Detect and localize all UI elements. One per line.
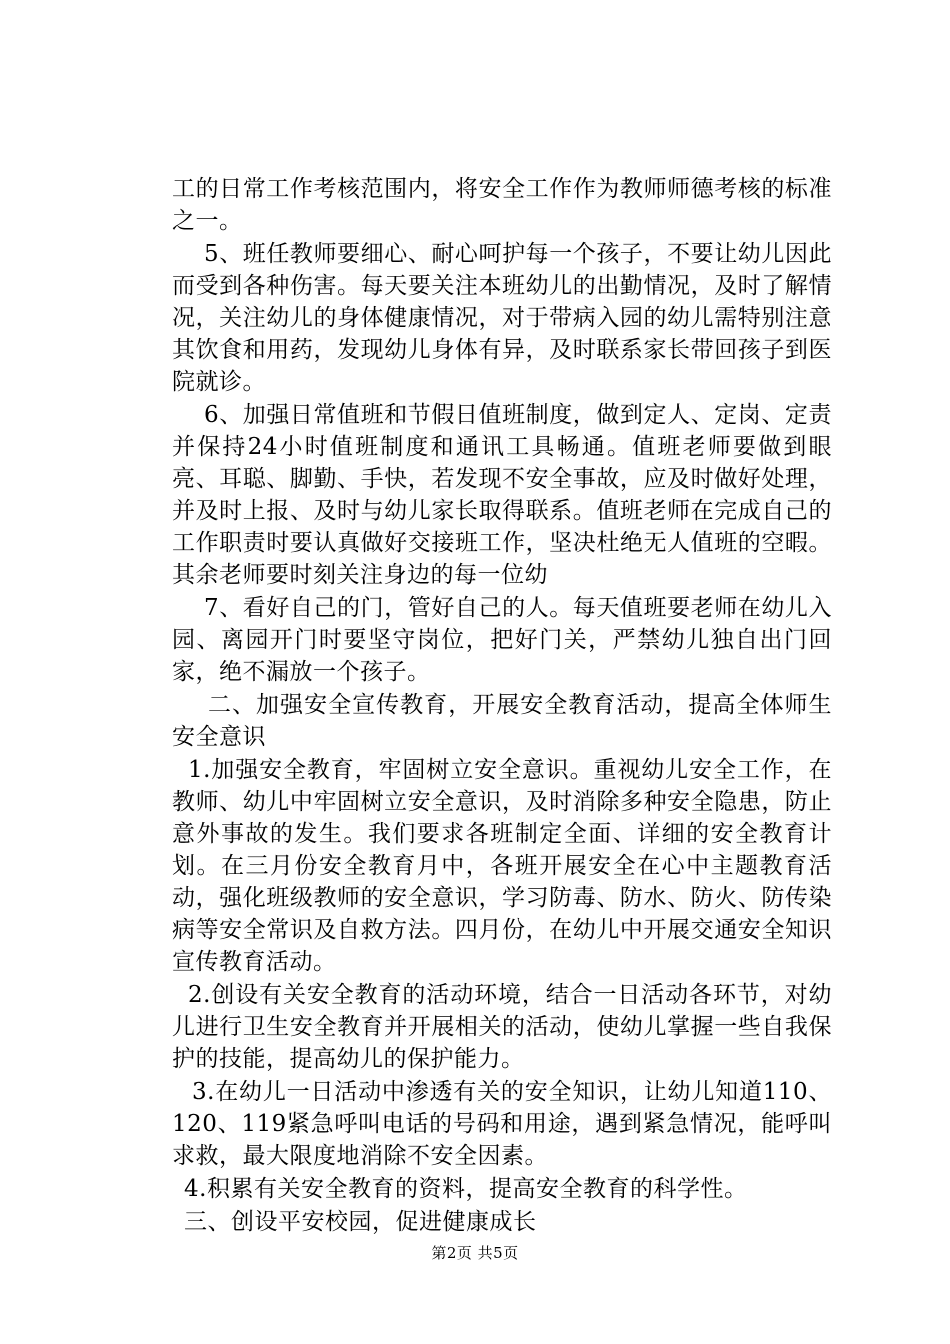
section-heading-3: 三、创设平安校园，促进健康成长 (184, 1209, 537, 1235)
paragraph-subitem-2: 2.创设有关安全教育的活动环境，结合一日活动各环节，对幼儿进行卫生安全教育并开展相关的活动，使幼儿掌握一些自我保护的技能，提高幼儿的保护能力。 (172, 982, 832, 1072)
paragraph-subitem-3: 3.在幼儿一日活动中渗透有关的安全知识，让幼儿知道110、120、119紧急呼叫电话的号码和用途，遇到紧急情况，能呼叫求救，最大限度地消除不安全因素。 (172, 1079, 832, 1169)
document-body (172, 173, 832, 1239)
paragraph-item-5: 5、班任教师要细心、耐心呵护每一个孩子，不要让幼儿因此而受到各种伤害。每天要关注本班幼儿的出勤情况，及时了解情况，关注幼儿的身体健康情况，对于带病入园的幼儿需特别注意其饮食和用药，发现幼儿身体有异，及时联系家长带回孩子到医院就诊。 (172, 241, 832, 395)
section-heading-2: 二、加强安全宣传教育，开展安全教育活动，提高全体师生安全意识 (172, 692, 832, 750)
paragraph-subitem-4: 4.积累有关安全教育的资料，提高安全教育的科学性。 (184, 1176, 748, 1202)
page-footer: 第2页 共5页 (431, 1244, 519, 1262)
paragraph-subitem-1: 1.加强安全教育，牢固树立安全意识。重视幼儿安全工作，在教师、幼儿中牢固树立安全意识，及时消除多种安全隐患，防止意外事故的发生。我们要求各班制定全面、详细的安全教育计划。在三月份安全教育月中，各班开展安全在心中主题教育活动，强化班级教师的安全意识，学习防毒、防水、防火、防传染病等安全常识及自救方法。四月份，在幼儿中开展交通安全知识宣传教育活动。 (172, 757, 832, 975)
paragraph-item-6: 6、加强日常值班和节假日值班制度，做到定人、定岗、定责并保持24小时值班制度和通讯工具畅通。值班老师要做到眼亮、耳聪、脚勤、手快，若发现不安全事故，应及时做好处理，并及时上报、及时与幼儿家长取得联系。值班老师在完成自己的工作职责时要认真做好交接班工作，坚决杜绝无人值班的空暇。其余老师要时刻关注身边的每一位幼 (172, 402, 832, 588)
paragraph-continuation: 工的日常工作考核范围内，将安全工作作为教师师德考核的标准之一。 (172, 176, 832, 234)
paragraph-item-7: 7、看好自己的门，管好自己的人。每天值班要老师在幼儿入园、离园开门时要坚守岗位，把好门关，严禁幼儿独自出门回家，绝不漏放一个孩子。 (172, 595, 832, 685)
